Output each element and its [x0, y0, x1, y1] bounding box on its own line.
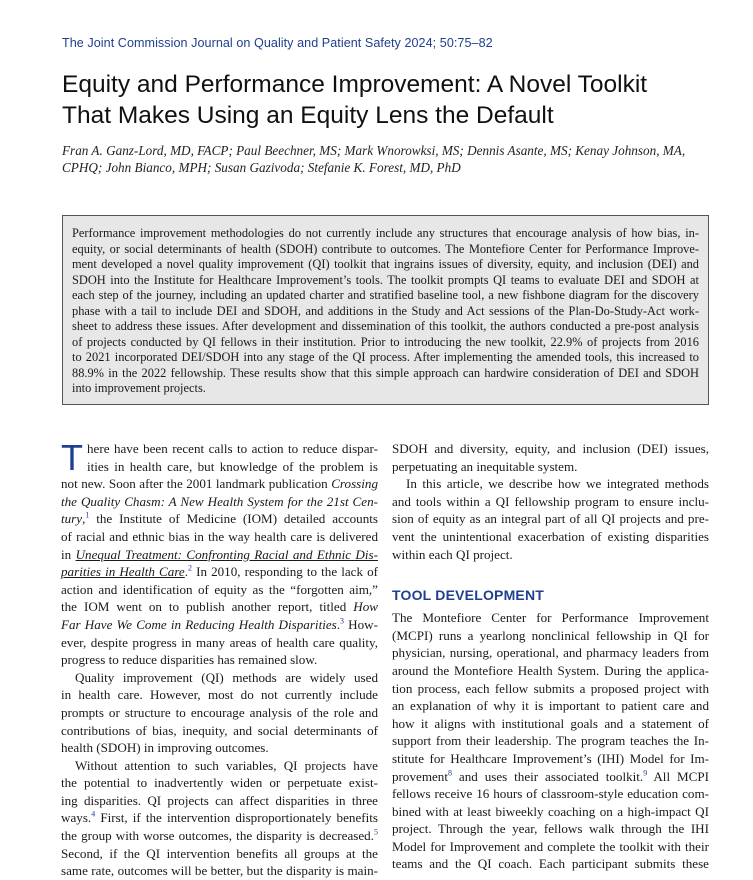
body-line: provement$^8$ and uses their associated toolkit.$^9$ All MCPI: [392, 768, 709, 784]
body-line: action and identification of equity as the “forgotten aim,”: [61, 581, 378, 597]
body-line: around the Montefiore Health System. During the applica-: [392, 662, 709, 678]
body-line: In this article, we describe how we integrated methods: [406, 476, 709, 492]
body-line: perpetuating an inequitable system.: [392, 458, 578, 474]
abstract-line: SDOH into the Institute for Healthcare Improvement’s tools. The toolkit prompts QI teams to evaluate DEI and SDOH at: [72, 272, 699, 287]
body-line: within each QI project.: [392, 546, 513, 562]
body-line: fellows receive 16 hours of classroom-style education com-: [392, 786, 709, 802]
body-line: and tools within a QI fellowship program to ensure inclu-: [392, 493, 709, 509]
abstract-line: ment developed a novel quality improvement (QI) toolkit that ingrains issues of diversity, equity, and inclusion (DEI) and: [72, 257, 699, 271]
body-line: sion of equity as an integral part of all QI projects and pre-: [392, 511, 709, 527]
body-line: ities in health care, but knowledge of the problem is: [87, 458, 378, 474]
body-line: The Montefiore Center for Performance Improvement: [392, 610, 709, 626]
body-line: physician, nursing, operational, and pharmacy leaders from: [392, 645, 709, 661]
body-line: Without attention to such variables, QI projects have: [75, 757, 378, 773]
abstract-line: into improvement projects.: [72, 381, 206, 395]
reference-link[interactable]: 8: [448, 768, 452, 778]
article-title: [62, 69, 722, 131]
body-line: ever, despite progress in many areas of health care quality,: [61, 634, 378, 650]
body-line: an explanation of why it is important to patient care and: [392, 698, 709, 714]
reference-link[interactable]: 9: [643, 768, 648, 778]
body-line: here have been recent calls to action to reduce dispar-: [87, 441, 378, 456]
drop-cap: T: [61, 437, 83, 478]
author-line: Fran A. Ganz-Lord, MD, FACP; Paul Beechner, MS; Mark Wnorowksi, MS; Dennis Asante, MS; Kenay Johnson, MA,: [62, 143, 686, 158]
abstract-line: 88.9% in the 2022 fellowship. These results show that this simple approach can hardwire consideration of DEI and SDOH: [72, 365, 699, 380]
body-line: in Unequal Treatment: Confronting Racial and Ethnic Dis-: [61, 546, 378, 562]
body-line: ing disparities. QI projects can affect disparities in three: [61, 792, 378, 808]
body-line: (MCPI) runs a yearlong nonclinical fellowship in QI for: [392, 627, 709, 643]
abstract-line: each step of the journey, including an updated charter and stratified baseline tool, a new fishbone diagram for the discovery: [72, 288, 699, 302]
body-line: parities in Health Care.$^2$ In 2010, responding to the lack of: [61, 563, 378, 580]
reference-link[interactable]: 4: [91, 810, 96, 820]
reference-link[interactable]: 3: [340, 616, 345, 626]
body-line: contributions of bias, inequity, and social determinants of: [61, 722, 378, 738]
journal-citation: The Joint Commission Journal on Quality and Patient Safety 2024; 50:75–82: [62, 36, 493, 50]
reference-link[interactable]: 1: [85, 511, 90, 521]
abstract-line: phase with a tail to include DEI and SDOH, and additions in the Study and Act sessions of the Plan-Do-Study-Act work-: [72, 303, 699, 318]
body-line: teams and the QI coach. Each participant submits these: [392, 856, 709, 872]
body-line: prompts or structure to encourage analysis of the role and: [61, 704, 378, 720]
author-list: [62, 142, 722, 176]
abstract-line: sheet to address these issues. After development and dissemination of this toolkit, the authors conducted a pre-post analysis: [72, 319, 699, 333]
body-line: of racial and ethnic bias in the way health care is delivered: [61, 528, 378, 544]
abstract-line: equity, or social determinants of health (SDOH) contribute to outcomes. The Montefiore Center for Performance Improve-: [72, 241, 699, 256]
body-line: bined with at least biweekly coaching on a high-impact QI: [392, 803, 709, 819]
section-heading: TOOL DEVELOPMENT: [392, 587, 545, 604]
abstract-box: [62, 215, 709, 405]
body-line: the IOM went on to publish another report, titled How: [61, 599, 378, 615]
body-line: how it aligns with institutional goals and a statement of: [392, 715, 709, 731]
body-line: the Quality Chasm: A New Health System for the 21st Cen-: [61, 493, 378, 509]
body-line: Quality improvement (QI) methods are widely used: [75, 669, 378, 685]
reference-link[interactable]: 2: [188, 563, 193, 573]
body-line: the group with worse outcomes, the disparity is decreased.$^5$: [61, 827, 378, 844]
body-line: the potential to inadvertently widen or perpetuate exist-: [61, 775, 378, 791]
title-line: That Makes Using an Equity Lens the Default: [62, 102, 554, 129]
body-line: support from their leadership. The program teaches the In-: [392, 733, 709, 749]
body-line: ways.$^4$ First, if the intervention disproportionately benefits: [61, 810, 378, 826]
left-column: [61, 437, 379, 880]
body-line: SDOH and diversity, equity, and inclusion (DEI) issues,: [392, 441, 709, 456]
body-line: tury,$^1$ the Institute of Medicine (IOM) detailed accounts: [61, 511, 378, 527]
body-line: Far Have We Come in Reducing Health Disparities.$^3$ How-: [61, 616, 379, 632]
paragraph-intro: [61, 437, 378, 478]
body-line: project. Through the year, fellows walk through the IHI: [392, 821, 709, 837]
author-line: CPHQ; John Bianco, MPH; Susan Gazivoda; Stefanie K. Forest, MD, PhD: [62, 160, 461, 175]
body-line: tion process, each fellow submits a proposed project with: [392, 680, 709, 696]
title-line: Equity and Performance Improvement: A Novel Toolkit: [62, 71, 648, 98]
body-line: Model for Improvement and complete the toolkit with their: [392, 838, 709, 854]
body-line: health (SDOH) in improving outcomes.: [61, 740, 269, 756]
body-line: progress to reduce disparities has remained slow.: [61, 652, 318, 668]
body-line: vent the unintentional exacerbation of existing disparities: [392, 528, 709, 544]
abstract-line: of projects conducted by QI fellows in their institution. Prior to introducing the new toolkit, 22.9% of projects from 2016: [72, 334, 699, 349]
body-line: same rate, outcomes will be better, but the disparity is main-: [61, 863, 378, 879]
abstract-line: to 2021 incorporated DEI/SDOH into any stage of the QI process. After implementing the amended tools, this increased to: [72, 350, 699, 364]
reference-link[interactable]: 5: [374, 827, 378, 837]
body-line: Second, if the QI intervention benefits all groups at the: [61, 845, 378, 861]
body-line: not new. Soon after the 2001 landmark publication Crossing: [61, 476, 378, 492]
right-column: [392, 440, 709, 873]
abstract-line: Performance improvement methodologies do not currently include any structures that encourage analysis of how bias, in-: [72, 226, 699, 240]
body-line: stitute for Healthcare Improvement’s (IHI) Model for Im-: [392, 750, 709, 766]
body-line: in health care. However, most do not currently include: [61, 687, 378, 703]
